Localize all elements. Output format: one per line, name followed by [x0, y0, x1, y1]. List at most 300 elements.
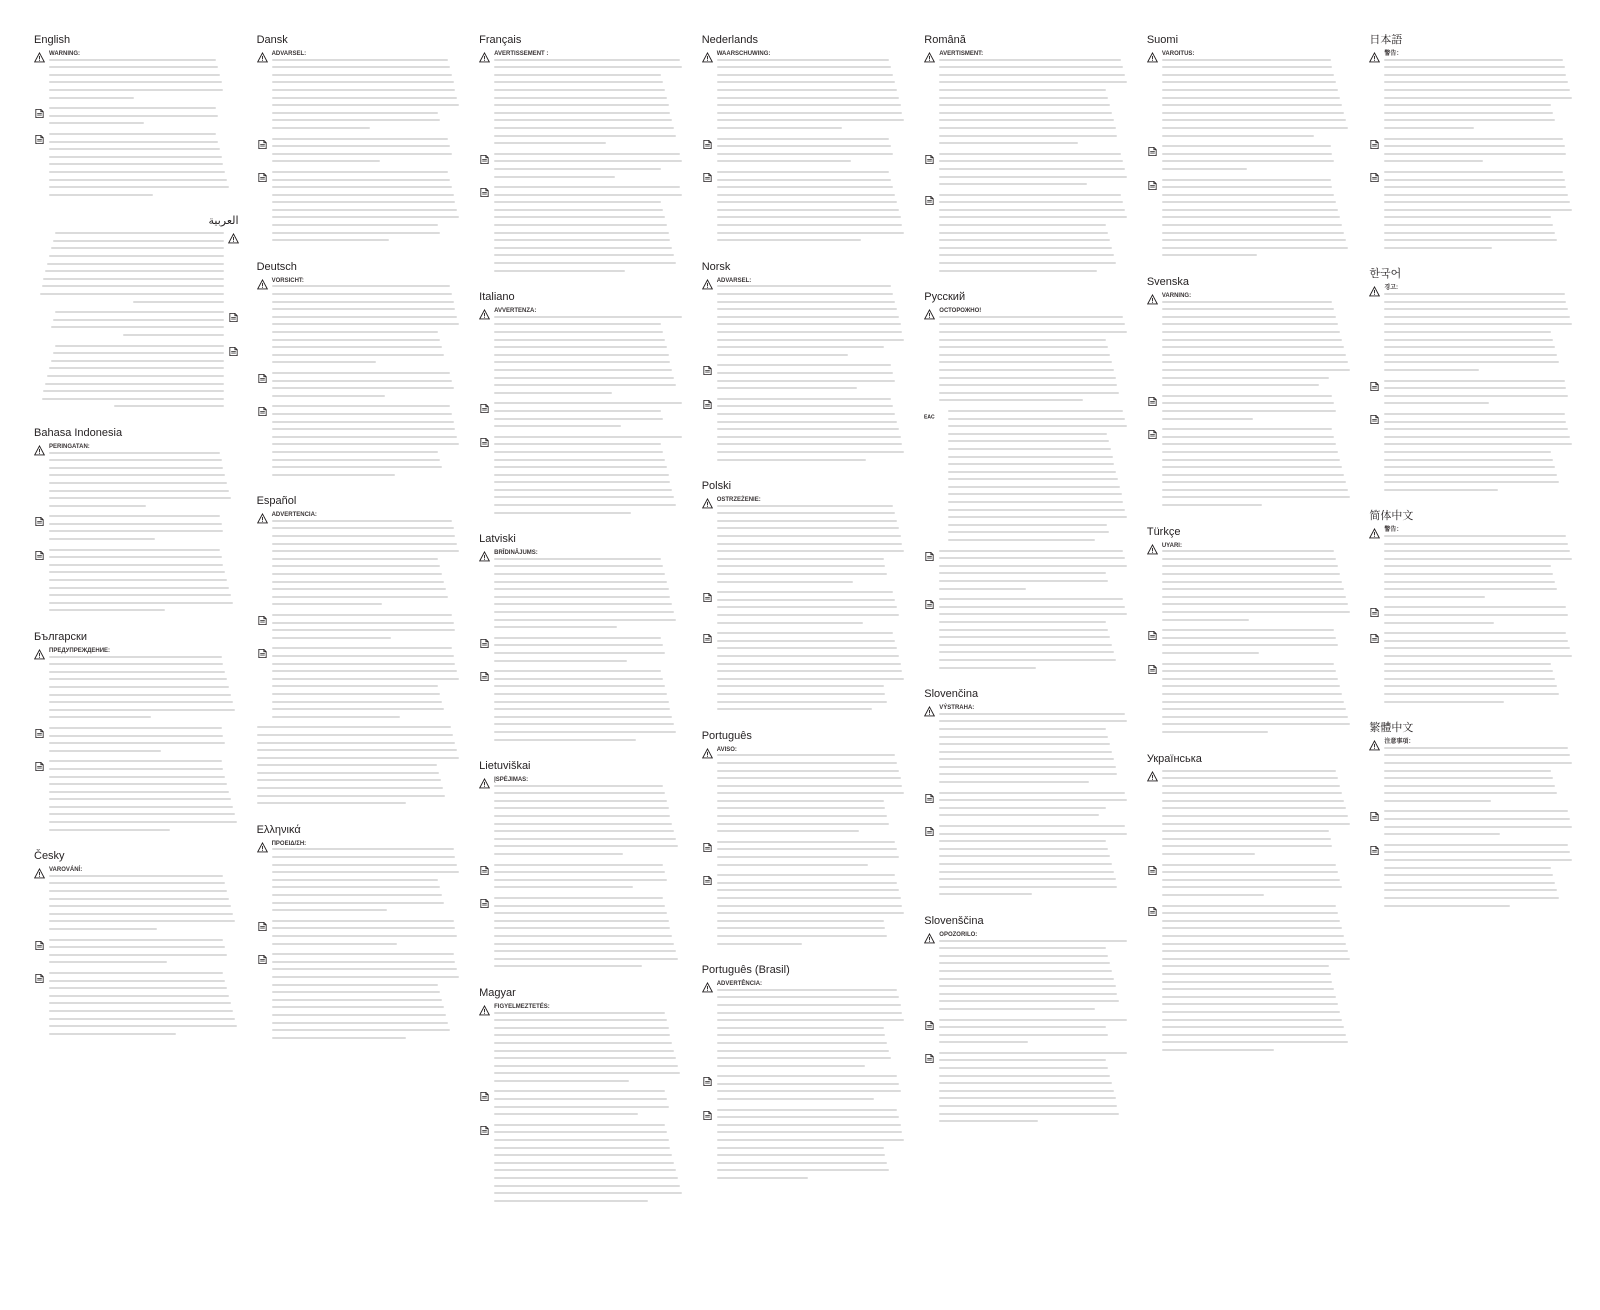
text-line — [1162, 935, 1344, 937]
text-line — [717, 1050, 890, 1052]
notice-label: 警告： — [1384, 527, 1403, 534]
text-line — [272, 171, 448, 173]
info-icon — [924, 793, 935, 804]
text-line — [49, 133, 216, 135]
text-lines — [717, 1075, 907, 1100]
text-line — [494, 1192, 682, 1194]
notice-body — [1384, 51, 1574, 135]
text-line — [49, 452, 220, 454]
notice-paragraph — [34, 939, 239, 969]
text-lines — [49, 515, 239, 540]
text-line — [717, 670, 903, 672]
text-line — [1162, 81, 1336, 83]
text-line — [55, 345, 224, 347]
text-line — [494, 74, 661, 76]
text-line — [1384, 66, 1564, 68]
notice-body — [49, 972, 239, 1040]
notice-body — [49, 515, 239, 545]
text-line — [494, 1200, 648, 1202]
text-line — [272, 573, 443, 575]
text-line — [49, 530, 223, 532]
text-lines — [939, 792, 1129, 817]
text-line — [272, 999, 443, 1001]
notice-paragraph — [1369, 51, 1574, 135]
text-line — [53, 319, 224, 321]
text-lines — [494, 897, 684, 967]
text-line — [939, 224, 1106, 226]
text-line — [1384, 754, 1570, 756]
warning-icon — [257, 842, 268, 853]
text-line — [717, 112, 903, 114]
text-line — [49, 594, 231, 596]
text-line — [1162, 838, 1331, 840]
text-lines — [1162, 770, 1352, 856]
notice-body — [717, 364, 907, 394]
warning-icon — [257, 513, 268, 524]
text-line — [49, 255, 223, 257]
language-title: Bahasa Indonesia — [34, 426, 123, 439]
notice-paragraph — [479, 637, 684, 667]
text-line — [257, 802, 406, 804]
text-line — [939, 825, 1125, 827]
text-lines — [49, 939, 239, 964]
text-line — [948, 471, 1116, 473]
notice-label: 注意事項： — [1384, 739, 1415, 746]
text-line — [948, 478, 1118, 480]
text-line — [49, 515, 220, 517]
text-line — [1162, 428, 1333, 430]
language-section-russian — [924, 291, 1129, 674]
text-line — [49, 980, 225, 982]
text-line — [1162, 886, 1342, 888]
text-line — [1384, 239, 1557, 241]
text-line — [1162, 708, 1346, 710]
text-line — [494, 425, 621, 427]
text-line — [272, 655, 454, 657]
notice-body — [1384, 413, 1574, 497]
notice-body — [717, 171, 907, 247]
text-line — [1162, 879, 1340, 881]
text-line — [49, 987, 227, 989]
text-line — [717, 451, 905, 453]
text-line — [1384, 777, 1553, 779]
text-lines — [939, 713, 1129, 783]
text-lines — [939, 1019, 1129, 1044]
text-line — [494, 701, 668, 703]
text-lines — [717, 754, 907, 832]
language-section-portuguese — [702, 730, 907, 950]
text-line — [55, 232, 224, 234]
notice-body — [717, 841, 907, 871]
text-lines — [717, 138, 907, 163]
notice-label: ADVARSEL: — [716, 277, 752, 284]
text-line — [939, 970, 1112, 972]
info-icon — [479, 1125, 490, 1136]
text-lines — [939, 194, 1129, 272]
text-lines — [272, 520, 462, 606]
text-line — [272, 685, 439, 687]
text-lines — [49, 452, 239, 507]
notice-label: VAROITUS: — [1161, 51, 1195, 57]
info-icon — [1147, 630, 1158, 641]
text-line — [717, 59, 890, 61]
text-line — [948, 425, 1127, 427]
text-lines — [717, 59, 907, 129]
text-line — [1384, 138, 1562, 140]
text-line — [717, 943, 802, 945]
text-line — [717, 823, 890, 825]
info-icon — [257, 615, 268, 626]
text-line — [1162, 496, 1350, 498]
text-line — [494, 1113, 638, 1115]
text-line — [1384, 647, 1570, 649]
text-lines — [1384, 844, 1574, 907]
text-line — [49, 701, 233, 703]
notice-body — [494, 777, 684, 861]
language-title: 한국어 — [1369, 268, 1402, 281]
notice-paragraph — [1147, 864, 1352, 902]
text-line — [939, 1097, 1115, 1099]
notice-paragraph — [1147, 663, 1352, 739]
text-line — [494, 588, 668, 590]
text-line — [494, 339, 665, 341]
text-line — [717, 599, 895, 601]
text-line — [717, 640, 895, 642]
text-line — [1162, 112, 1344, 114]
text-line — [717, 785, 903, 787]
notice-paragraph — [1369, 413, 1574, 497]
text-line — [1384, 859, 1572, 861]
text-line — [717, 1169, 890, 1171]
text-line — [1384, 678, 1555, 680]
notice-body — [939, 194, 1129, 278]
text-line — [939, 993, 1117, 995]
language-columns — [34, 34, 1574, 1290]
info-icon — [34, 108, 45, 119]
text-line — [948, 493, 1121, 495]
notice-paragraph — [1369, 285, 1574, 376]
text-line — [939, 613, 1127, 615]
notice-body — [1384, 739, 1574, 807]
text-line — [494, 723, 674, 725]
notice-label: ĮSPĖJIMAS: — [494, 777, 529, 784]
text-line — [272, 670, 458, 672]
text-line — [494, 496, 674, 498]
text-line — [717, 848, 897, 850]
text-line — [494, 853, 623, 855]
text-line — [272, 581, 445, 583]
text-lines — [494, 670, 684, 740]
text-line — [49, 928, 157, 930]
text-line — [717, 179, 891, 181]
text-line — [494, 1050, 674, 1052]
text-line — [494, 565, 663, 567]
text-line — [939, 720, 1127, 722]
text-lines — [272, 285, 462, 363]
text-line — [494, 135, 676, 137]
text-line — [717, 1090, 901, 1092]
notice-label: UYARI: — [1161, 542, 1182, 549]
text-line — [717, 754, 895, 756]
notice-body — [49, 133, 239, 201]
text-line — [49, 1033, 176, 1035]
text-line — [1384, 489, 1498, 491]
language-section-chinese-simplified — [1369, 510, 1574, 708]
text-line — [49, 1025, 237, 1027]
text-line — [1162, 354, 1346, 356]
text-line — [939, 1026, 1106, 1028]
text-line — [939, 621, 1106, 623]
notice-label: FIGYELMEZTETÉS: — [494, 1003, 550, 1010]
text-lines — [939, 598, 1129, 668]
text-line — [717, 66, 891, 68]
text-line — [494, 127, 674, 129]
language-section-dutch — [702, 34, 907, 247]
warning-icon — [479, 551, 490, 562]
text-line — [1162, 331, 1340, 333]
text-line — [1384, 308, 1568, 310]
text-line — [939, 194, 1121, 196]
text-lines — [272, 953, 462, 1039]
text-line — [1162, 894, 1264, 896]
text-line — [1162, 66, 1333, 68]
text-line — [717, 387, 857, 389]
text-line — [1384, 622, 1494, 624]
text-line — [272, 879, 439, 881]
text-line — [272, 179, 450, 181]
text-line — [1162, 1019, 1342, 1021]
text-line — [1162, 301, 1333, 303]
text-line — [45, 383, 223, 385]
notice-paragraph — [1369, 527, 1574, 603]
text-line — [49, 186, 229, 188]
text-line — [49, 107, 216, 109]
text-line — [272, 961, 456, 963]
text-line — [939, 751, 1112, 753]
text-lines — [1162, 395, 1352, 420]
text-line — [939, 773, 1117, 775]
text-line — [1384, 201, 1570, 203]
text-line — [49, 791, 229, 793]
text-line — [1384, 421, 1566, 423]
notice-body — [939, 825, 1129, 901]
language-section-greek — [257, 824, 462, 1044]
notice-label: 警告： — [1384, 51, 1403, 57]
language-title: Norsk — [701, 260, 731, 273]
notice-body — [939, 932, 1129, 1016]
info-icon — [1147, 664, 1158, 675]
text-line — [49, 939, 223, 941]
text-lines — [717, 874, 907, 944]
text-line — [1162, 777, 1338, 779]
text-line — [1162, 716, 1348, 718]
info-icon — [1147, 146, 1158, 157]
text-line — [272, 474, 395, 476]
language-section-korean — [1369, 268, 1574, 496]
text-line — [1384, 882, 1555, 884]
text-line — [494, 354, 668, 356]
text-line — [1384, 89, 1570, 91]
text-line — [717, 912, 905, 914]
notice-body — [49, 760, 239, 836]
text-line — [1162, 247, 1348, 249]
text-line — [272, 346, 443, 348]
text-line — [49, 602, 233, 604]
language-section-german — [257, 261, 462, 481]
notice-body — [272, 171, 462, 247]
text-line — [939, 736, 1108, 738]
text-line — [1162, 1026, 1344, 1028]
text-lines — [494, 436, 684, 514]
text-line — [272, 935, 458, 937]
text-line — [948, 486, 1120, 488]
text-line — [939, 59, 1121, 61]
notice-body — [939, 598, 1129, 674]
text-line — [717, 864, 869, 866]
warning-icon — [924, 52, 935, 63]
text-line — [49, 829, 170, 831]
text-line — [939, 629, 1108, 631]
text-lines — [272, 171, 462, 241]
info-icon — [924, 154, 935, 165]
text-lines — [272, 59, 462, 129]
text-line — [494, 474, 668, 476]
text-line — [1384, 380, 1564, 382]
notice-paragraph — [924, 410, 1129, 547]
text-line — [494, 1124, 665, 1126]
text-line — [1384, 867, 1551, 869]
text-line — [494, 581, 667, 583]
info-icon — [1369, 172, 1380, 183]
text-line — [717, 1098, 874, 1100]
text-line — [948, 501, 1123, 503]
info-icon — [1369, 414, 1380, 425]
text-line — [494, 176, 615, 178]
text-line — [717, 160, 852, 162]
text-line — [494, 89, 665, 91]
notice-paragraph — [257, 953, 462, 1044]
text-line — [948, 456, 1112, 458]
text-lines — [1384, 138, 1574, 163]
text-line — [494, 160, 682, 162]
text-line — [717, 770, 899, 772]
text-line — [494, 142, 606, 144]
info-icon — [479, 638, 490, 649]
text-line — [939, 1075, 1110, 1077]
text-line — [939, 557, 1125, 559]
text-line — [55, 311, 224, 313]
text-line — [939, 848, 1108, 850]
text-line — [1162, 369, 1350, 371]
text-line — [939, 814, 1098, 816]
notice-paragraph — [257, 138, 462, 168]
notice-label: VORSICHT: — [271, 277, 304, 284]
text-line — [494, 958, 678, 960]
text-line — [494, 119, 672, 121]
text-line — [272, 119, 441, 121]
text-line — [272, 953, 454, 955]
text-line — [494, 504, 676, 506]
text-line — [717, 927, 886, 929]
notice-body — [494, 897, 684, 973]
notice-paragraph — [1369, 171, 1574, 255]
language-section-arabic — [34, 215, 239, 413]
text-line — [1162, 864, 1336, 866]
text-line — [1384, 145, 1564, 147]
notice-body — [1162, 905, 1352, 1057]
warning-icon — [702, 279, 713, 290]
text-lines — [257, 726, 462, 804]
text-lines — [1384, 171, 1574, 249]
text-line — [939, 239, 1110, 241]
text-line — [49, 1010, 233, 1012]
notice-paragraph — [702, 497, 907, 588]
text-lines — [494, 316, 684, 394]
text-line — [717, 331, 903, 333]
language-title: Slovenščina — [924, 914, 984, 927]
text-line — [272, 361, 376, 363]
text-lines — [272, 138, 462, 163]
language-column — [257, 34, 462, 1290]
text-line — [1384, 224, 1553, 226]
text-line — [1162, 693, 1342, 695]
text-line — [49, 806, 233, 808]
text-line — [47, 375, 223, 377]
text-line — [494, 97, 667, 99]
text-line — [939, 955, 1108, 957]
text-line — [494, 708, 670, 710]
text-line — [717, 573, 888, 575]
notice-paragraph — [34, 133, 239, 201]
info-icon — [924, 551, 935, 562]
info-icon — [1369, 811, 1380, 822]
notice-paragraph — [702, 981, 907, 1072]
notice-paragraph — [479, 1124, 684, 1208]
text-line — [939, 232, 1108, 234]
text-lines — [49, 59, 239, 99]
info-icon — [34, 516, 45, 527]
text-lines — [494, 1090, 684, 1115]
text-line — [257, 749, 457, 751]
text-line — [49, 821, 237, 823]
text-line — [494, 392, 612, 394]
info-icon — [479, 865, 490, 876]
text-line — [939, 667, 1036, 669]
text-line — [1162, 410, 1336, 412]
info-icon — [479, 403, 490, 414]
warning-icon — [34, 868, 45, 879]
text-line — [1384, 59, 1562, 61]
info-icon — [702, 365, 713, 376]
text-line — [717, 119, 905, 121]
notice-body — [717, 632, 907, 716]
text-line — [939, 550, 1123, 552]
notice-paragraph — [257, 920, 462, 950]
text-line — [494, 693, 667, 695]
notice-body — [272, 920, 462, 950]
text-line — [494, 384, 676, 386]
text-line — [272, 588, 446, 590]
info-icon — [228, 312, 239, 323]
text-line — [1384, 905, 1509, 907]
notice-body — [939, 153, 1129, 191]
text-line — [1162, 596, 1346, 598]
notice-paragraph — [702, 398, 907, 466]
text-line — [948, 448, 1111, 450]
info-icon — [257, 921, 268, 932]
text-line — [939, 354, 1110, 356]
notice-label: ADVARSEL: — [271, 51, 307, 57]
